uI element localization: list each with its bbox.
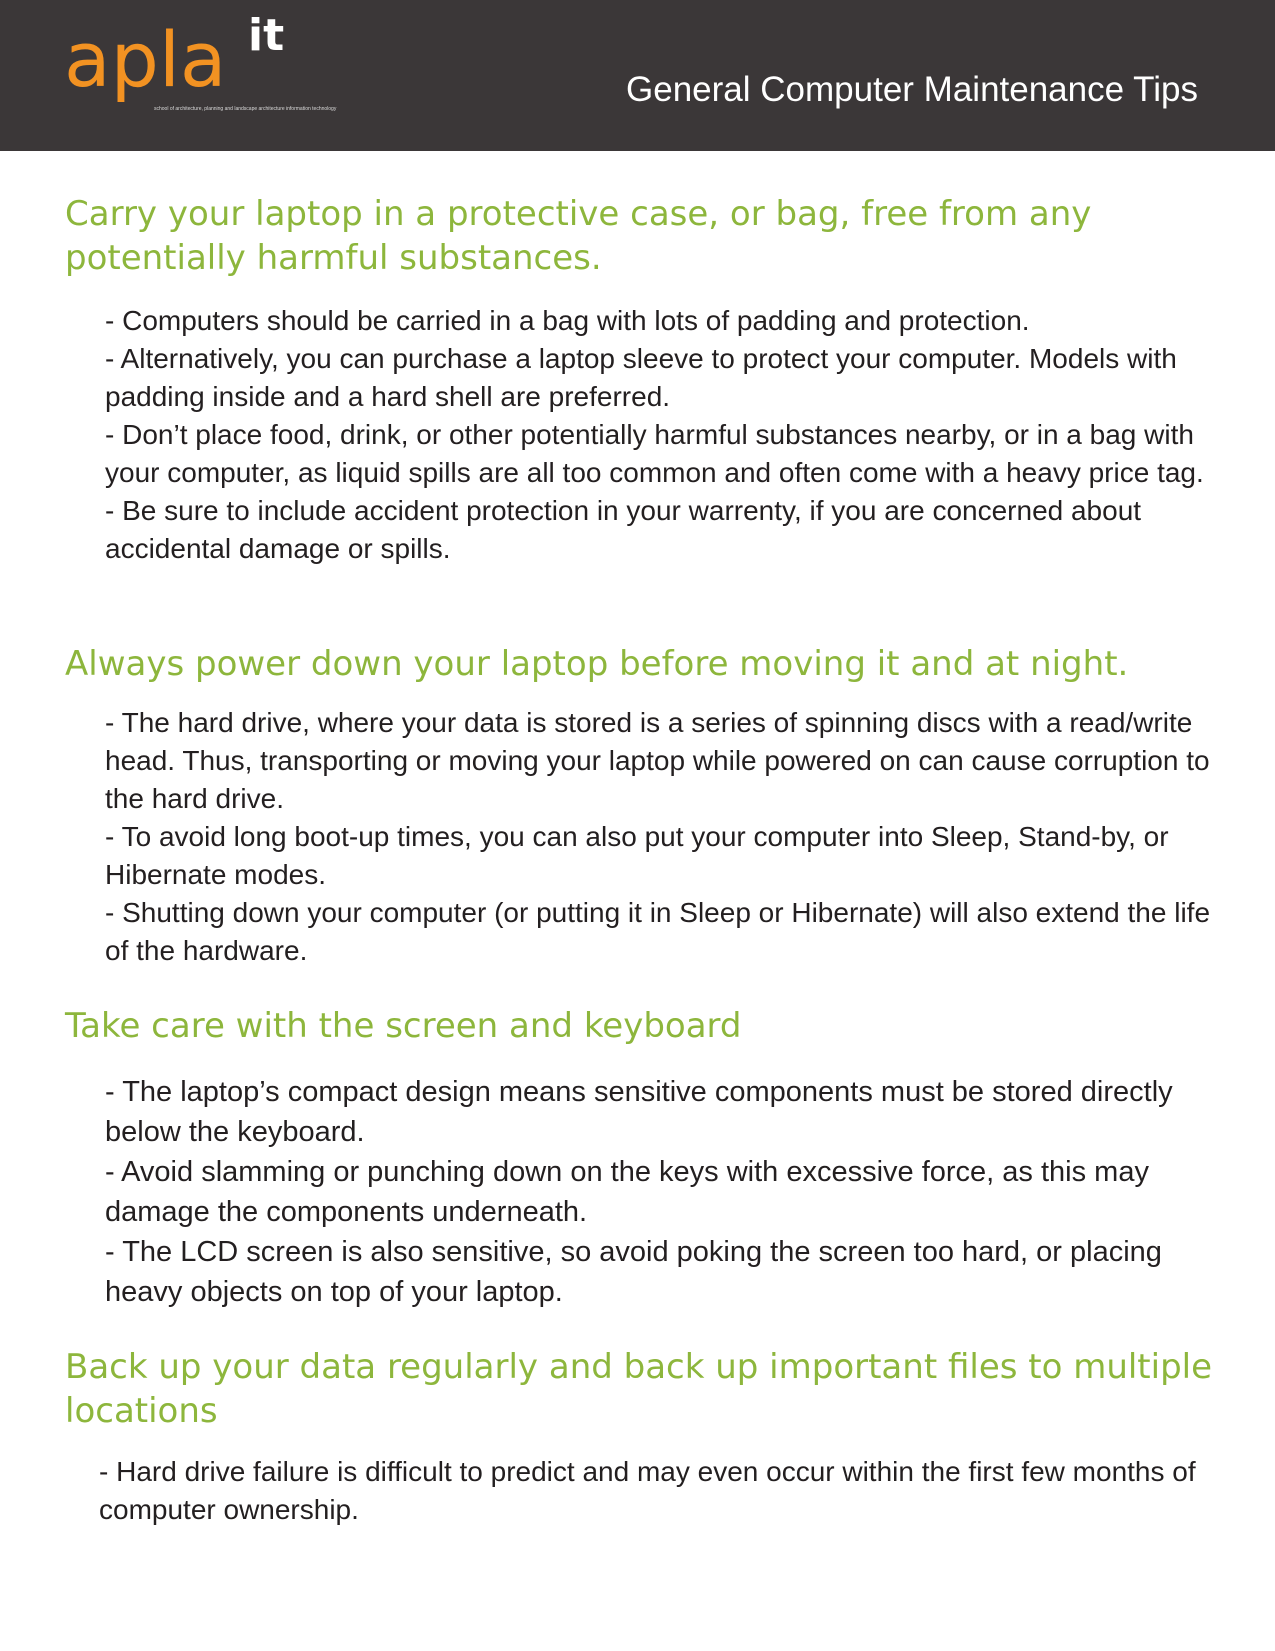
logo-wordmark: apla	[64, 15, 227, 104]
section-heading: Take care with the screen and keyboard	[65, 1006, 742, 1046]
bullet-item: - The laptop’s compact design means sensitive components must be stored directly below the keyboard.	[105, 1076, 1173, 1148]
section-body	[105, 302, 1215, 568]
bullet-item: - The hard drive, where your data is stored is a series of spinning discs with a read/write head. Thus, transporting or moving your laptop while powered on can cause corruption to the hard drive.	[105, 707, 1210, 814]
section-heading: Carry your laptop in a protective case, or bag, free from any potentially harmful substances.	[65, 194, 1092, 278]
bullet-item: - Be sure to include accident protection in your warrenty, if you are concerned about accidental damage or spills.	[105, 495, 1142, 564]
bullet-item: - The LCD screen is also sensitive, so avoid poking the screen too hard, or placing heavy objects on top of your laptop.	[105, 1236, 1162, 1308]
section-power-down	[65, 642, 1215, 970]
section-screen-keyboard	[65, 1004, 1215, 1312]
section-body	[105, 704, 1215, 970]
bullet-item: - To avoid long boot-up times, you can also put your computer into Sleep, Stand-by, or Hibernate modes.	[105, 821, 1169, 890]
bullet-item: - Hard drive failure is difficult to predict and may even occur within the first few months of computer ownership.	[99, 1456, 1196, 1525]
page-header	[0, 0, 1275, 151]
aplait-logo	[64, 10, 364, 128]
section-backup	[65, 1345, 1215, 1529]
section-heading: Back up your data regularly and back up important files to multiple locations	[65, 1347, 1213, 1431]
bullet-item: - Computers should be carried in a bag with lots of padding and protection.	[105, 305, 1030, 336]
bullet-item: - Don’t place food, drink, or other potentially harmful substances nearby, or in a bag with your computer, as liquid spills are all too common and often come with a heavy price tag.	[105, 419, 1204, 488]
bullet-item: - Shutting down your computer (or putting it in Sleep or Hibernate) will also extend the life of the hardware.	[105, 897, 1211, 966]
logo-superscript: it	[248, 10, 285, 61]
section-body	[99, 1453, 1215, 1529]
bullet-item: - Alternatively, you can purchase a laptop sleeve to protect your computer. Models with padding inside and a hard shell are preferred.	[105, 343, 1177, 412]
bullet-item: - Avoid slamming or punching down on the keys with excessive force, as this may damage the components underneath.	[105, 1156, 1149, 1228]
section-body	[105, 1072, 1215, 1312]
section-heading: Always power down your laptop before moving it and at night.	[65, 644, 1129, 684]
section-protective-case	[65, 192, 1215, 568]
logo-tagline: school of architecture, planning and landscape architecture information technology	[154, 106, 337, 112]
page-title: General Computer Maintenance Tips	[626, 70, 1198, 109]
